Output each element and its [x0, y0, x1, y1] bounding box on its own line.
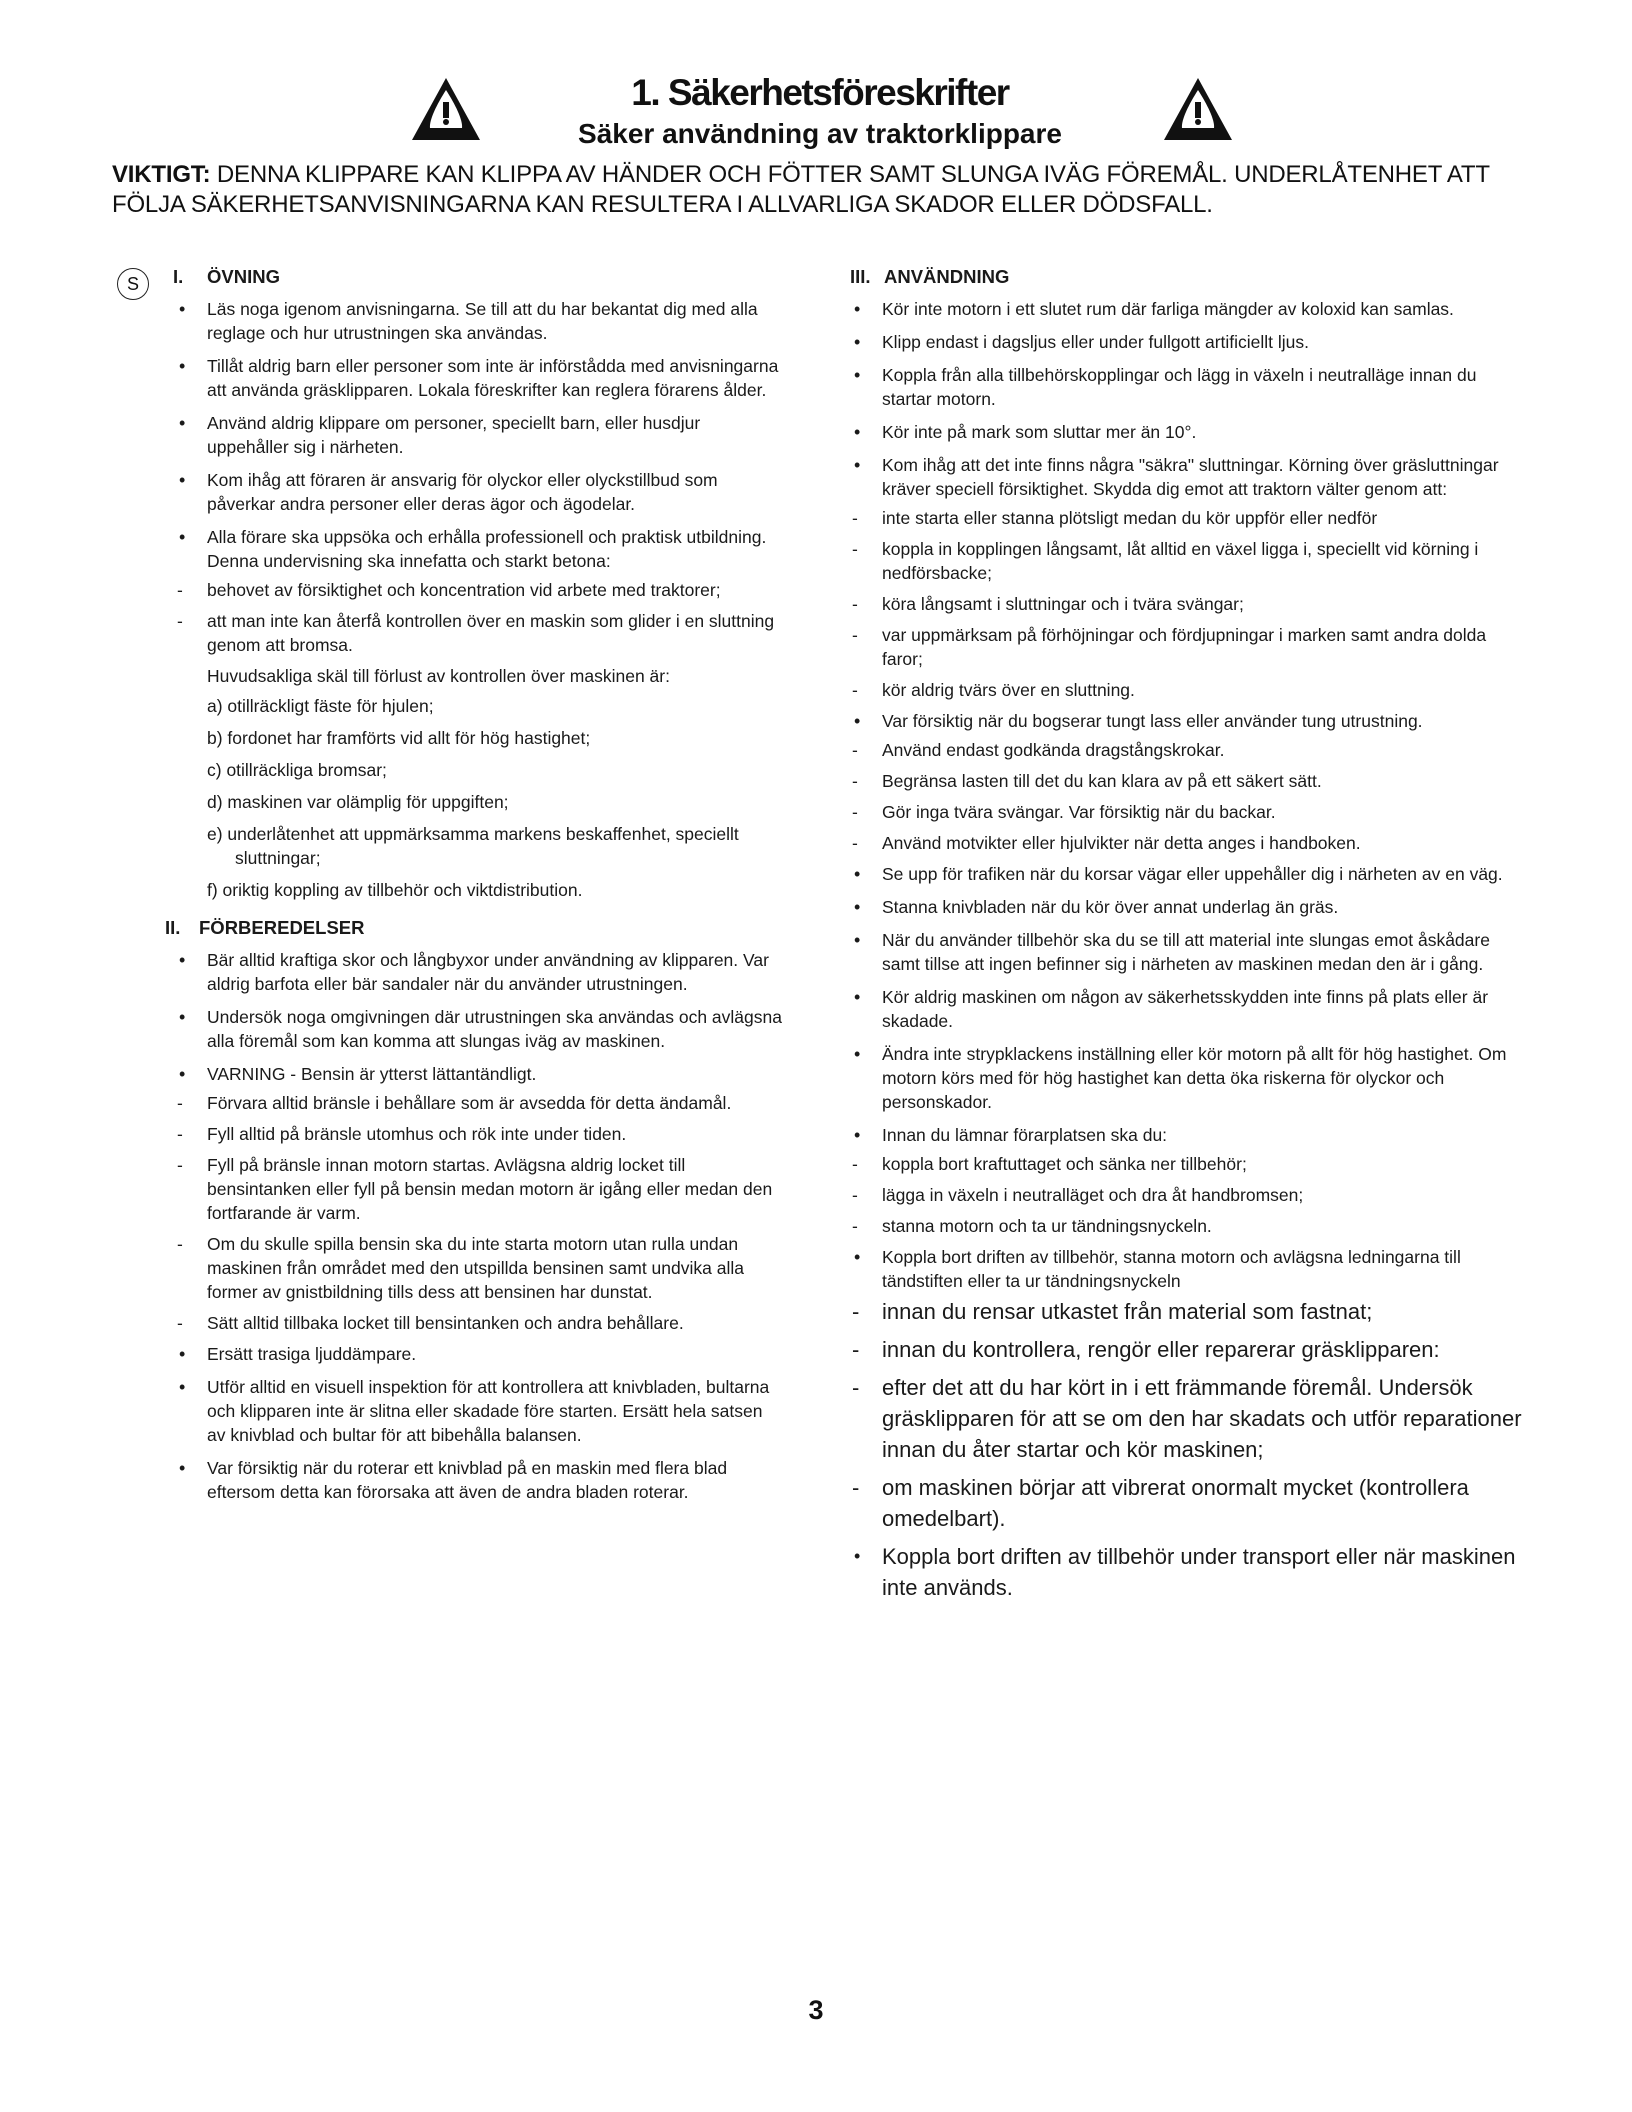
- list-item: • Läs noga igenom anvisningarna. Se till att du har bekantat dig med alla reglage och hur utrustningen ska användas.: [175, 297, 785, 345]
- list-item: • Se upp för trafiken när du korsar vägar eller uppehåller dig i närheten av en väg.: [850, 862, 1530, 886]
- list-item: • Utför alltid en visuell inspektion för att kontrollera att knivbladen, bultarna och klipparen inte är slitna eller skadade före starten. Ersätt hela satsen av knivblad och bultar för att bibehålla balansen.: [175, 1375, 785, 1447]
- important-warning: [112, 160, 1522, 220]
- section-number: I.: [173, 266, 184, 287]
- list-item: • Ändra inte strypklackens inställning eller kör motorn på allt för hög hastighet. Om motorn körs med för hög hastighet kan detta öka riskerna för olyckor och personskador.: [850, 1042, 1530, 1114]
- dash-item: - Begränsa lasten till det du kan klara av på ett säkert sätt.: [850, 769, 1530, 793]
- list-item: • Koppla bort driften av tillbehör, stanna motorn och avlägsna ledningarna till tändstiften eller ta ur tändningsnyckeln: [850, 1245, 1530, 1293]
- list-item: • Ersätt trasiga ljuddämpare.: [175, 1342, 785, 1366]
- list-item: • VARNING - Bensin är ytterst lättantändligt.: [175, 1062, 785, 1086]
- bullet-list: [850, 1245, 1530, 1293]
- reasons-list: [207, 694, 785, 902]
- bullet-list: [175, 948, 785, 1086]
- list-item: • Innan du lämnar förarplatsen ska du:: [850, 1123, 1530, 1147]
- list-item: • Undersök noga omgivningen där utrustningen ska användas och avlägsna alla föremål som kan komma att slungas iväg av maskinen.: [175, 1005, 785, 1053]
- bullet-list: [850, 1541, 1530, 1603]
- dash-item: - köra långsamt i sluttningar och i tvära svängar;: [850, 592, 1530, 616]
- section-number: III.: [850, 266, 871, 287]
- list-item: • Kom ihåg att föraren är ansvarig för olyckor eller olyckstillbud som påverkar andra personer eller deras ägor och ägodelar.: [175, 468, 785, 516]
- bullet-list: [175, 297, 785, 573]
- section-heading-anvandning: [850, 265, 1530, 289]
- left-column: [165, 265, 785, 1513]
- page-subtitle: Säker användning av traktorklippare: [578, 118, 1062, 149]
- list-item: • Kom ihåg att det inte finns några "säkra" sluttningar. Körning över gräsluttningar kräver speciell försiktighet. Skydda dig emot att traktorn välter genom att:: [850, 453, 1530, 501]
- dash-item: - efter det att du har kört in i ett främmande föremål. Undersök gräsklipparen för att se om den har skadats och utför reparationer innan du åter startar och kör maskinen;: [850, 1372, 1530, 1465]
- list-item: • Kör aldrig maskinen om någon av säkerhetsskydden inte finns på plats eller är skadade.: [850, 985, 1530, 1033]
- dash-list: [175, 1091, 785, 1335]
- list-item: • Var försiktig när du roterar ett knivblad på en maskin med flera blad eftersom detta kan förorsaka att även de andra bladen roterar.: [175, 1456, 785, 1504]
- warning-triangle-icon: [1162, 76, 1234, 144]
- dash-item: - Använd motvikter eller hjulvikter när detta anges i handboken.: [850, 831, 1530, 855]
- dash-item: - lägga in växeln i neutralläget och dra åt handbromsen;: [850, 1183, 1530, 1207]
- dash-item: - Sätt alltid tillbaka locket till bensintanken och andra behållare.: [175, 1311, 785, 1335]
- bullet-list: [175, 1342, 785, 1504]
- reason-item: a) otillräckligt fäste för hjulen;: [207, 696, 434, 716]
- page-number: 3: [808, 1995, 824, 2025]
- dash-item: - Använd endast godkända dragstångskrokar.: [850, 738, 1530, 762]
- dash-item: - kör aldrig tvärs över en sluttning.: [850, 678, 1530, 702]
- list-item: • Bär alltid kraftiga skor och långbyxor under användning av klipparen. Var aldrig barfota eller bär sandaler när du använder utrustningen.: [175, 948, 785, 996]
- reason-item: e) underlåtenhet att uppmärksamma markens beskaffenhet, speciellt sluttningar;: [207, 824, 739, 868]
- dash-item: - Fyll alltid på bränsle utomhus och rök inte under tiden.: [175, 1122, 785, 1146]
- section-title: ANVÄNDNING: [884, 266, 1010, 287]
- dash-item: - inte starta eller stanna plötsligt medan du kör uppför eller nedför: [850, 506, 1530, 530]
- important-text: DENNA KLIPPARE KAN KLIPPA AV HÄNDER OCH FÖTTER SAMT SLUNGA IVÄG FÖREMÅL. UNDERLÅTENHET ATT FÖLJA SÄKERHETSANVISNINGARNA KAN RESULTERA I ALLVARLIGA SKADOR ELLER DÖDSFALL.: [112, 161, 1490, 218]
- dash-item: - Fyll på bränsle innan motorn startas. Avlägsna aldrig locket till bensintanken eller fyll på bensin medan motorn är igång eller medan den fortfarande är varm.: [175, 1153, 785, 1225]
- dash-item: - var uppmärksam på förhöjningar och fördjupningar i marken samt andra dolda faror;: [850, 623, 1530, 671]
- list-item-text: Alla förare ska uppsöka och erhålla professionell och praktisk utbildning. Denna undervisning ska innefatta och starkt betona:: [207, 527, 767, 571]
- reasons-intro: Huvudsakliga skäl till förlust av kontrollen över maskinen är:: [207, 666, 670, 686]
- important-label: VIKTIGT:: [112, 161, 211, 188]
- dash-item: - innan du rensar utkastet från material som fastnat;: [850, 1296, 1530, 1327]
- list-item: • Kör inte motorn i ett slutet rum där farliga mängder av koloxid kan samlas.: [850, 297, 1530, 321]
- section-heading-forberedelser: [165, 916, 785, 940]
- reason-item: d) maskinen var olämplig för uppgiften;: [207, 792, 509, 812]
- list-item: • Var försiktig när du bogserar tungt lass eller använder tung utrustning.: [850, 709, 1530, 733]
- dash-list: [175, 578, 785, 657]
- reason-item: c) otillräckliga bromsar;: [207, 760, 387, 780]
- bullet-list: [850, 297, 1530, 501]
- list-item: • Stanna knivbladen när du kör över annat underlag än gräs.: [850, 895, 1530, 919]
- list-item: • När du använder tillbehör ska du se till att material inte slungas emot åskådare samt tillse att ingen befinner sig i närheten av maskinen medan den är i gång.: [850, 928, 1530, 976]
- section-title: ÖVNING: [207, 266, 280, 287]
- list-item: • Kör inte på mark som sluttar mer än 10°.: [850, 420, 1530, 444]
- page-title: 1. Säkerhetsföreskrifter: [631, 72, 1009, 113]
- list-item: • Koppla från alla tillbehörskopplingar och lägg in växeln i neutralläge innan du startar motorn.: [850, 363, 1530, 411]
- list-item: • Koppla bort driften av tillbehör under transport eller när maskinen inte används.: [850, 1541, 1530, 1603]
- dash-item: - Förvara alltid bränsle i behållare som är avsedda för detta ändamål.: [175, 1091, 785, 1115]
- list-item: • Använd aldrig klippare om personer, speciellt barn, eller husdjur uppehåller sig i närheten.: [175, 411, 785, 459]
- dash-item: - om maskinen börjar att vibrerat onormalt mycket (kontrollera omedelbart).: [850, 1472, 1530, 1534]
- section-heading-ovning: [173, 265, 785, 289]
- reason-item: b) fordonet har framförts vid allt för hög hastighet;: [207, 728, 591, 748]
- dash-item: - Om du skulle spilla bensin ska du inte starta motorn utan rulla undan maskinen från området med den utspillda bensinen samt undvika alla former av gnistbildning tills dess att bensinen har dunstat.: [175, 1232, 785, 1304]
- dash-list: [850, 506, 1530, 702]
- dash-item: - koppla in kopplingen långsamt, låt alltid en växel ligga i, speciellt vid körning i nedförsbacke;: [850, 537, 1530, 585]
- dash-item: - innan du kontrollera, rengör eller reparerar gräsklipparen:: [850, 1334, 1530, 1365]
- bullet-list: [850, 709, 1530, 733]
- list-item: • Tillåt aldrig barn eller personer som inte är införstådda med anvisningarna att använda gräsklipparen. Lokala föreskrifter kan reglera förarens ålder.: [175, 354, 785, 402]
- list-item: [175, 525, 785, 573]
- reason-item: f) oriktig koppling av tillbehör och viktdistribution.: [207, 880, 583, 900]
- dash-item: - Gör inga tvära svängar. Var försiktig när du backar.: [850, 800, 1530, 824]
- dash-item: - stanna motorn och ta ur tändningsnyckeln.: [850, 1214, 1530, 1238]
- section-number: II.: [165, 917, 181, 938]
- section-title: FÖRBEREDELSER: [199, 917, 365, 938]
- bullet-list: [850, 862, 1530, 1147]
- language-badge-icon: S: [117, 268, 149, 300]
- right-column: [850, 265, 1530, 1612]
- list-item: • Klipp endast i dagsljus eller under fullgott artificiellt ljus.: [850, 330, 1530, 354]
- dash-item: - att man inte kan återfå kontrollen över en maskin som glider i en sluttning genom att bromsa.: [175, 609, 785, 657]
- dash-list: [850, 1152, 1530, 1238]
- dash-item: - koppla bort kraftuttaget och sänka ner tillbehör;: [850, 1152, 1530, 1176]
- dash-list: [850, 1296, 1530, 1534]
- dash-list: [850, 738, 1530, 855]
- dash-item: - behovet av försiktighet och koncentration vid arbete med traktorer;: [175, 578, 785, 602]
